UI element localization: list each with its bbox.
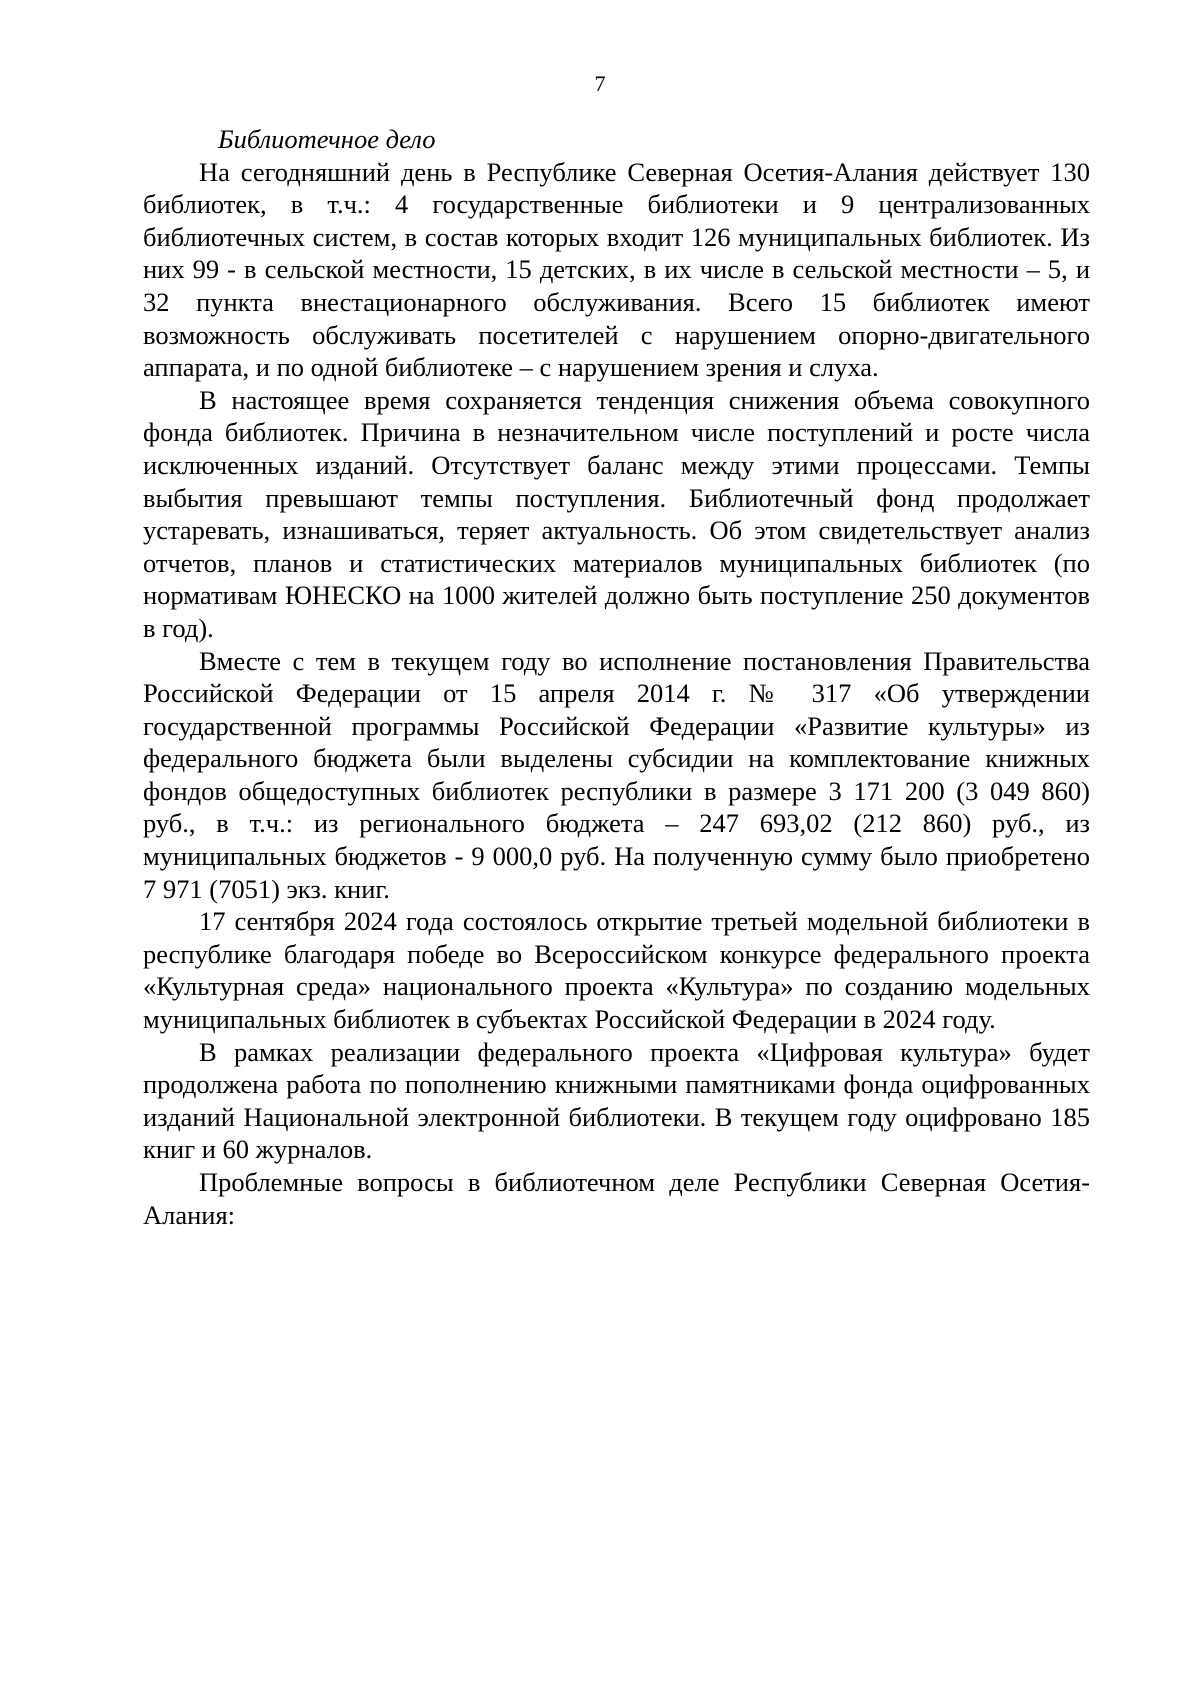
paragraph-digital-culture: В рамках реализации федерального проекта «Цифровая культура» будет продолжена работа по пополнению книжными памятниками фонда оцифрованных изданий Национальной электронной библиотеки. В текущем году оцифровано 185 книг и 60 журналов. <box>143 1036 1090 1165</box>
section-heading: Библиотечное дело <box>218 124 436 154</box>
paragraph-problems: Проблемные вопросы в библиотечном деле Республики Северная Осетия-Алания: <box>143 1167 1090 1230</box>
paragraph-fund-decline: В настоящее время сохраняется тенденция снижения объема совокупного фонда библиотек. Причина в незначительном числе поступлений и росте числа исключенных изданий. Отсутствует баланс между этими процессами. Темпы выбытия превышают темпы поступления. Библиотечный фонд продолжает устаревать, изнашиваться, теряет актуальность. Об этом свидетельствует анализ отчетов, планов и статистических материалов муниципальных библиотек (по нормативам ЮНЕСКО на 1000 жителей должно быть поступление 250 документов в год). <box>143 384 1090 643</box>
paragraph-model-library: 17 сентября 2024 года состоялось открытие третьей модельной библиотеки в республике благодаря победе во Всероссийском конкурсе федерального проекта «Культурная среда» национального проекта «Культура» по созданию модельных муниципальных библиотек в субъектах Российской Федерации в 2024 году. <box>143 906 1090 1035</box>
document-body <box>143 123 1090 1231</box>
paragraph-subsidies: Вместе с тем в текущем году во исполнение постановления Правительства Российской Федерации от 15 апреля 2014 г. № 317 «Об утверждении государственной программы Российской Федерации «Развитие культуры» из федерального бюджета были выделены субсидии на комплектование книжных фондов общедоступных библиотек республики в размере 3 171 200 (3 049 860) руб., в т.ч.: из регионального бюджета – 247 693,02 (212 860) руб., из муниципальных бюджетов - 9 000,0 руб. На полученную сумму было приобретено 7 971 (7051) экз. книг. <box>143 645 1090 904</box>
page-number: 7 <box>594 71 606 96</box>
paragraph-library-count: На сегодняшний день в Республике Северная Осетия-Алания действует 130 библиотек, в т.ч.: 4 государственные библиотеки и 9 централизованных библиотечных систем, в состав которых входит 126 муниципальных библиотек. Из них 99 - в сельской местности, 15 детских, в их числе в сельской местности – 5, и 32 пункта внестационарного обслуживания. Всего 15 библиотек имеют возможность обслуживать посетителей с нарушением опорно-двигательного аппарата, и по одной библиотеке – с нарушением зрения и слуха. <box>143 156 1090 383</box>
